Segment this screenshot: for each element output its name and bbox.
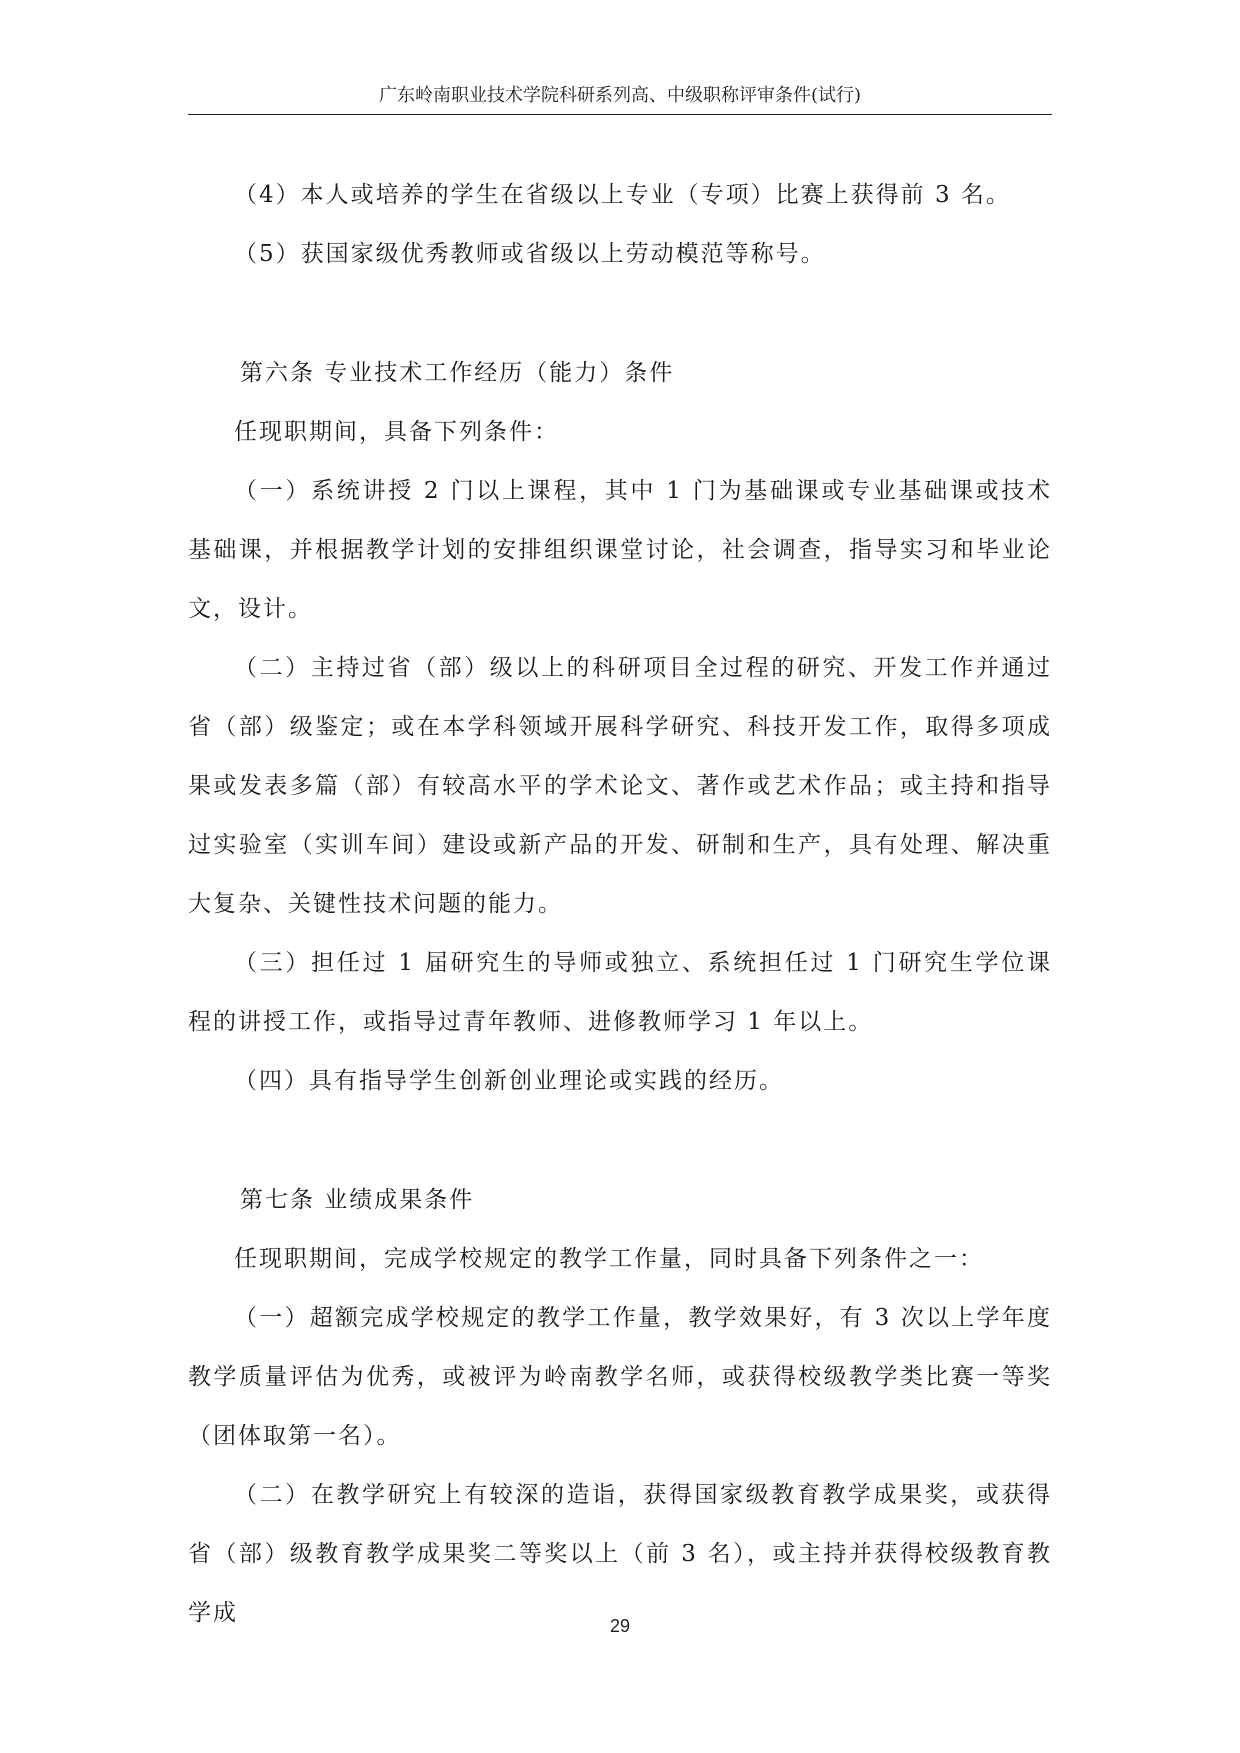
article-heading: 第七条 业绩成果条件 [240, 1187, 475, 1213]
list-item: （三）担任过 1 届研究生的导师或独立、系统担任过 1 门研究生学位课程的讲授工作，或指导过青年教师、进修教师学习 1 年以上。 [188, 950, 1052, 1035]
paragraph: （5）获国家级优秀教师或省级以上劳动模范等称号。 [234, 241, 826, 267]
paragraph: 任现职期间，完成学校规定的教学工作量，同时具备下列条件之一： [234, 1246, 984, 1272]
section-gap [188, 284, 1052, 344]
article-heading: 第六条 专业技术工作经历（能力）条件 [240, 360, 675, 386]
list-item: （一）超额完成学校规定的教学工作量，教学效果好，有 3 次以上学年度教学质量评估为优秀，或被评为岭南教学名师，或获得校级教学类比赛一等奖（团体取第一名）。 [188, 1305, 1052, 1449]
list-item: （二）在教学研究上有较深的造诣，获得国家级教育教学成果奖，或获得省（部）级教育教学成果奖二等奖以上（前 3 名），或主持并获得校级教育教学成 [188, 1482, 1052, 1626]
page-number: 29 [609, 1616, 631, 1636]
header-rule [188, 114, 1052, 115]
running-header: 广东岭南职业技术学院科研系列高、中级职称评审条件(试行) [378, 85, 862, 106]
document-body [188, 166, 1052, 1643]
section-gap [188, 1111, 1052, 1171]
list-item: （四）具有指导学生创新创业理论或实践的经历。 [234, 1068, 784, 1094]
paragraph: （4）本人或培养的学生在省级以上专业（专项）比赛上获得前 3 名。 [234, 182, 1011, 208]
paragraph: 任现职期间，具备下列条件： [234, 419, 559, 445]
list-item: （一）系统讲授 2 门以上课程，其中 1 门为基础课或专业基础课或技术基础课，并根据教学计划的安排组织课堂讨论，社会调查，指导实习和毕业论文，设计。 [188, 478, 1052, 622]
list-item: （二）主持过省（部）级以上的科研项目全过程的研究、开发工作并通过省（部）级鉴定；或在本学科领域开展科学研究、科技开发工作，取得多项成果或发表多篇（部）有较高水平的学术论文、著作或艺术作品；或主持和指导过实验室（实训车间）建设或新产品的开发、研制和生产，具有处理、解决重大复杂、关键性技术问题的能力。 [188, 655, 1052, 917]
